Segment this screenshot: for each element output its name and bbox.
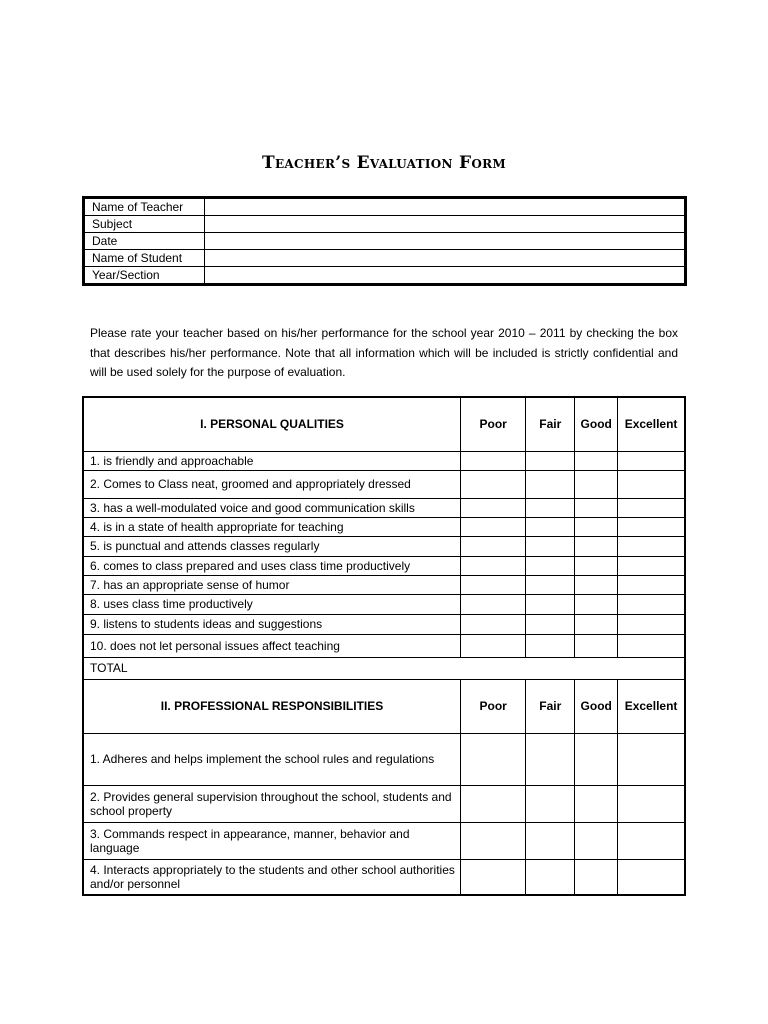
table-row [83,451,685,470]
rating-header-excellent: Excellent [618,397,685,451]
rating-checkbox-poor[interactable] [461,614,526,634]
info-value-teacher[interactable] [205,198,686,216]
section2-heading: II. PROFESSIONAL RESPONSIBILITIES [83,679,461,733]
info-value-date[interactable] [205,233,686,250]
rating-checkbox-fair[interactable] [526,614,575,634]
criterion-label: 1. Adheres and helps implement the school rules and regulations [83,733,461,785]
rating-checkbox-fair[interactable] [526,470,575,498]
rating-checkbox-good[interactable] [575,733,618,785]
rating-checkbox-poor[interactable] [461,517,526,536]
criterion-label: 1. is friendly and approachable [83,451,461,470]
rating-checkbox-fair[interactable] [526,517,575,536]
rating-header-poor: Poor [461,397,526,451]
teacher-info-table [82,196,687,286]
rating-header-good: Good [575,679,618,733]
rating-checkbox-good[interactable] [575,785,618,822]
rating-checkbox-excellent[interactable] [618,634,685,657]
rating-header-good: Good [575,397,618,451]
rating-checkbox-excellent[interactable] [618,733,685,785]
table-row [83,634,685,657]
rating-checkbox-excellent[interactable] [618,470,685,498]
rating-checkbox-good[interactable] [575,451,618,470]
rating-checkbox-fair[interactable] [526,451,575,470]
criterion-label: 4. Interacts appropriately to the students and other school authorities and/or personnel [83,859,461,895]
rating-checkbox-poor[interactable] [461,575,526,594]
rating-checkbox-excellent[interactable] [618,614,685,634]
rating-checkbox-poor[interactable] [461,822,526,859]
table-row [83,733,685,785]
table-row [83,614,685,634]
rating-checkbox-excellent[interactable] [618,785,685,822]
rating-checkbox-excellent[interactable] [618,575,685,594]
info-value-year-section[interactable] [205,267,686,285]
rating-checkbox-good[interactable] [575,498,618,517]
info-row [84,233,686,250]
criterion-label: 8. uses class time productively [83,594,461,614]
criterion-label: 5. is punctual and attends classes regularly [83,536,461,556]
rating-checkbox-good[interactable] [575,859,618,895]
section1-heading: I. PERSONAL QUALITIES [83,397,461,451]
table-row [83,470,685,498]
criterion-label: 2. Provides general supervision throughout the school, students and school property [83,785,461,822]
info-label-teacher: Name of Teacher [84,198,205,216]
rating-checkbox-good[interactable] [575,575,618,594]
rating-checkbox-good[interactable] [575,470,618,498]
rating-checkbox-poor[interactable] [461,536,526,556]
rating-header-excellent: Excellent [618,679,685,733]
info-label-student: Name of Student [84,250,205,267]
rating-checkbox-excellent[interactable] [618,556,685,575]
rating-checkbox-fair[interactable] [526,733,575,785]
info-label-subject: Subject [84,216,205,233]
criterion-label: 7. has an appropriate sense of humor [83,575,461,594]
table-row [83,575,685,594]
rating-checkbox-good[interactable] [575,536,618,556]
rating-checkbox-poor[interactable] [461,556,526,575]
info-label-date: Date [84,233,205,250]
info-value-subject[interactable] [205,216,686,233]
table-row [83,785,685,822]
rating-checkbox-fair[interactable] [526,556,575,575]
section2-header-row [83,679,685,733]
rating-checkbox-poor[interactable] [461,451,526,470]
rating-checkbox-fair[interactable] [526,594,575,614]
criterion-label: 10. does not let personal issues affect teaching [83,634,461,657]
criterion-label: 6. comes to class prepared and uses class time productively [83,556,461,575]
table-row [83,517,685,536]
rating-checkbox-poor[interactable] [461,859,526,895]
table-row [83,594,685,614]
rating-checkbox-excellent[interactable] [618,517,685,536]
rating-checkbox-poor[interactable] [461,634,526,657]
criterion-label: 9. listens to students ideas and suggestions [83,614,461,634]
rating-header-fair: Fair [526,679,575,733]
rating-checkbox-fair[interactable] [526,498,575,517]
rating-checkbox-good[interactable] [575,556,618,575]
rating-checkbox-excellent[interactable] [618,822,685,859]
rating-checkbox-excellent[interactable] [618,451,685,470]
info-row [84,250,686,267]
rating-table [82,396,686,896]
rating-checkbox-fair[interactable] [526,634,575,657]
rating-checkbox-fair[interactable] [526,859,575,895]
criterion-label: 3. Commands respect in appearance, manner, behavior and language [83,822,461,859]
rating-checkbox-poor[interactable] [461,594,526,614]
rating-checkbox-good[interactable] [575,634,618,657]
rating-checkbox-excellent[interactable] [618,536,685,556]
info-label-year-section: Year/Section [84,267,205,285]
criterion-label: 2. Comes to Class neat, groomed and appropriately dressed [83,470,461,498]
instructions-paragraph: Please rate your teacher based on his/her performance for the school year 2010 – 2011 by checking the box that describes his/her performance. Note that all information which will be included is strictly confidential and will be used solely for the purpose of evaluation. [90,326,678,379]
table-row [83,859,685,895]
rating-checkbox-poor[interactable] [461,470,526,498]
rating-checkbox-good[interactable] [575,517,618,536]
form-title: Teacher’s Evaluation Form [262,153,506,173]
rating-checkbox-excellent[interactable] [618,594,685,614]
rating-checkbox-excellent[interactable] [618,498,685,517]
rating-checkbox-excellent[interactable] [618,859,685,895]
total-row [83,657,685,679]
rating-header-fair: Fair [526,397,575,451]
rating-checkbox-poor[interactable] [461,785,526,822]
criterion-label: 3. has a well-modulated voice and good communication skills [83,498,461,517]
rating-checkbox-fair[interactable] [526,822,575,859]
rating-checkbox-poor[interactable] [461,498,526,517]
info-row [84,198,686,216]
rating-checkbox-poor[interactable] [461,733,526,785]
total-label: TOTAL [83,657,685,679]
table-row [83,498,685,517]
rating-checkbox-good[interactable] [575,594,618,614]
info-value-student[interactable] [205,250,686,267]
rating-checkbox-fair[interactable] [526,536,575,556]
rating-checkbox-good[interactable] [575,614,618,634]
criterion-label: 4. is in a state of health appropriate for teaching [83,517,461,536]
rating-checkbox-fair[interactable] [526,785,575,822]
rating-checkbox-fair[interactable] [526,575,575,594]
table-row [83,556,685,575]
info-row [84,267,686,285]
rating-checkbox-good[interactable] [575,822,618,859]
rating-header-poor: Poor [461,679,526,733]
table-row [83,822,685,859]
info-row [84,216,686,233]
section1-header-row [83,397,685,451]
table-row [83,536,685,556]
